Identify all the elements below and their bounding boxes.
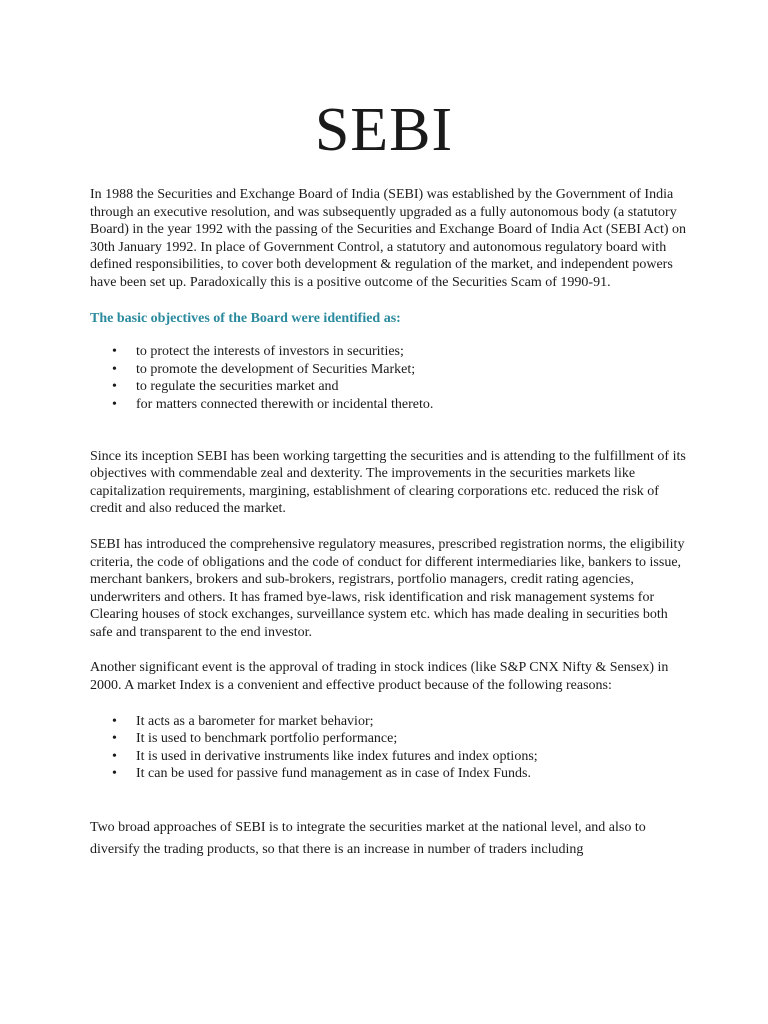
list-item: • for matters connected therewith or incidental thereto.: [112, 396, 434, 412]
bullet-icon: •: [112, 344, 117, 360]
approaches-paragraph: Two broad approaches of SEBI is to integrate the securities market at the national level, and also to diversify the trading products, so that there is an increase in number of traders including: [90, 820, 646, 858]
bullet-icon: •: [112, 766, 117, 782]
list-item: • It acts as a barometer for market behavior;: [112, 713, 374, 729]
list-item: • to regulate the securities market and: [112, 379, 339, 395]
list-item: • to promote the development of Securities Market;: [112, 361, 416, 377]
objectives-heading: The basic objectives of the Board were identified as:: [90, 310, 401, 326]
regulatory-paragraph: SEBI has introduced the comprehensive regulatory measures, prescribed registration norms, the eligibility criteria, the code of obligations and the code of conduct for different intermediaries like, bankers to issue, merchant bankers, brokers and sub-brokers, registrars, portfolio managers, credit rating agencies, underwriters and others. It has framed bye-laws, risk identification and risk management systems for Clearing houses of stock exchanges, surveillance system etc. which has made dealing in securities both safe and transparent to the end investor.: [90, 536, 685, 640]
bullet-icon: •: [112, 748, 117, 764]
bullet-icon: •: [112, 396, 117, 412]
bullet-icon: •: [112, 379, 117, 395]
list-item: • It is used in derivative instruments like index futures and index options;: [112, 748, 538, 764]
document-body: [90, 186, 690, 861]
list-item: • It can be used for passive fund management as in case of Index Funds.: [112, 766, 531, 782]
list-item: • to protect the interests of investors in securities;: [112, 344, 404, 360]
list-item: • It is used to benchmark portfolio performance;: [112, 731, 398, 747]
intro-paragraph: In 1988 the Securities and Exchange Board of India (SEBI) was established by the Government of India through an executive resolution, and was subsequently upgraded as a fully autonomous body (a statutory Board) in the year 1992 with the passing of the Securities and Exchange Board of India Act (SEBI Act) on 30th January 1992. In place of Government Control, a statutory and autonomous regulatory board with defined responsibilities, to cover both development & regulation of the market, and independent powers have been set up. Paradoxically this is a positive outcome of the Securities Scam of 1990-91.: [90, 187, 687, 290]
bullet-icon: •: [112, 731, 117, 747]
objectives-list: [90, 343, 690, 413]
bullet-icon: •: [112, 361, 117, 377]
index-paragraph: Another significant event is the approval of trading in stock indices (like S&P CNX Nifty & Sensex) in 2000. A market Index is a convenient and effective product because of the following reasons:: [90, 660, 669, 694]
page-title: SEBI: [314, 96, 454, 164]
index-reasons-list: [90, 713, 690, 783]
inception-paragraph: Since its inception SEBI has been working targetting the securities and is attending to the fulfillment of its objectives with commendable zeal and dexterity. The improvements in the securities markets like capitalization requirements, margining, establishment of clearing corporations etc. reduced the risk of credit and also reduced the market.: [90, 448, 686, 517]
bullet-icon: •: [112, 713, 117, 729]
